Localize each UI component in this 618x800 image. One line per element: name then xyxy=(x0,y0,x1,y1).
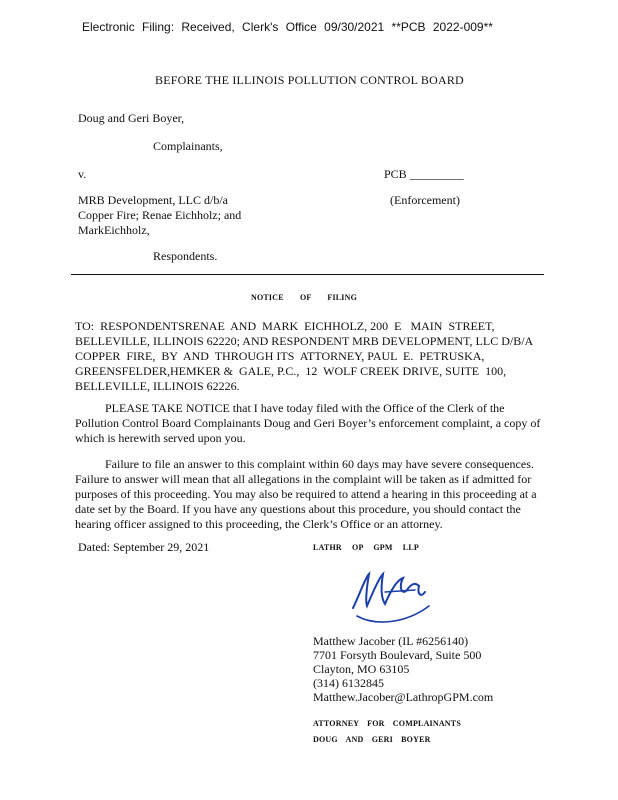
address-line-1: 7701 Forsyth Boulevard, Suite 500 xyxy=(313,648,482,662)
respondents-names: MRB Development, LLC d/b/a Copper Fire; Renae Eichholz; and MarkEichholz, xyxy=(78,193,242,237)
complainants-names: Doug and Geri Boyer, xyxy=(78,111,185,125)
caption-divider xyxy=(71,274,544,275)
notice-paragraph-1: PLEASE TAKE NOTICE that I have today filed with the Office of the Clerk of the Pollution Control Board Complainants Doug and Geri Boyer’s enforcement complaint, a copy of which is herewith served upon you. xyxy=(75,401,541,445)
firm-name: LATHR OP GPM LLP xyxy=(313,543,419,552)
pcb-number-field: PCB _________ xyxy=(384,167,464,181)
enforcement-label: (Enforcement) xyxy=(390,193,460,207)
phone-number: (314) 6132845 xyxy=(313,676,384,690)
board-title: BEFORE THE ILLINOIS POLLUTION CONTROL BOARD xyxy=(155,73,464,87)
complainants-label: Complainants, xyxy=(153,139,223,153)
address-line-2: Clayton, MO 63105 xyxy=(313,662,410,676)
dated-line: Dated: September 29, 2021 xyxy=(78,540,210,554)
email-address: Matthew.Jacober@LathropGPM.com xyxy=(313,690,494,704)
signature-image xyxy=(345,566,435,626)
versus: v. xyxy=(78,167,87,181)
notice-addressees: TO: RESPONDENTSRENAE AND MARK EICHHOLZ, 200 E MAIN STREET, BELLEVILLE, ILLINOIS 62220; AND RESPONDENT MRB DEVELOPMENT, LLC D/B/A COPPER FIRE, BY AND THROUGH ITS ATTORNEY, PAUL E. PETRUSKA, GREENSFELDER,HEMKER & GALE, P.C., 12 WOLF CREEK DRIVE, SUITE 100, BELLEVILLE, ILLINOIS 62226. xyxy=(75,319,534,393)
client-names-line: DOUG AND GERI BOYER xyxy=(313,735,431,744)
notice-title: NOTICE OF FILING xyxy=(251,293,358,302)
attorney-name: Matthew Jacober (IL #6256140) xyxy=(313,634,469,648)
respondents-label: Respondents. xyxy=(153,249,218,263)
filing-stamp: Electronic Filing: Received, Clerk's Office 09/30/2021 **PCB 2022-009** xyxy=(82,20,493,34)
attorney-for-line: ATTORNEY FOR COMPLAINANTS xyxy=(313,719,461,728)
notice-paragraph-2: Failure to file an answer to this complaint within 60 days may have severe consequences. Failure to answer will mean that all allegations in the complaint will be taken as if admitted for purposes of this proceeding. You may also be required to attend a hearing in this proceeding at a date set by the Board. If you have any questions about this procedure, you should contact the hearing officer assigned to this proceeding, the Clerk’s Office or an attorney. xyxy=(75,457,537,531)
